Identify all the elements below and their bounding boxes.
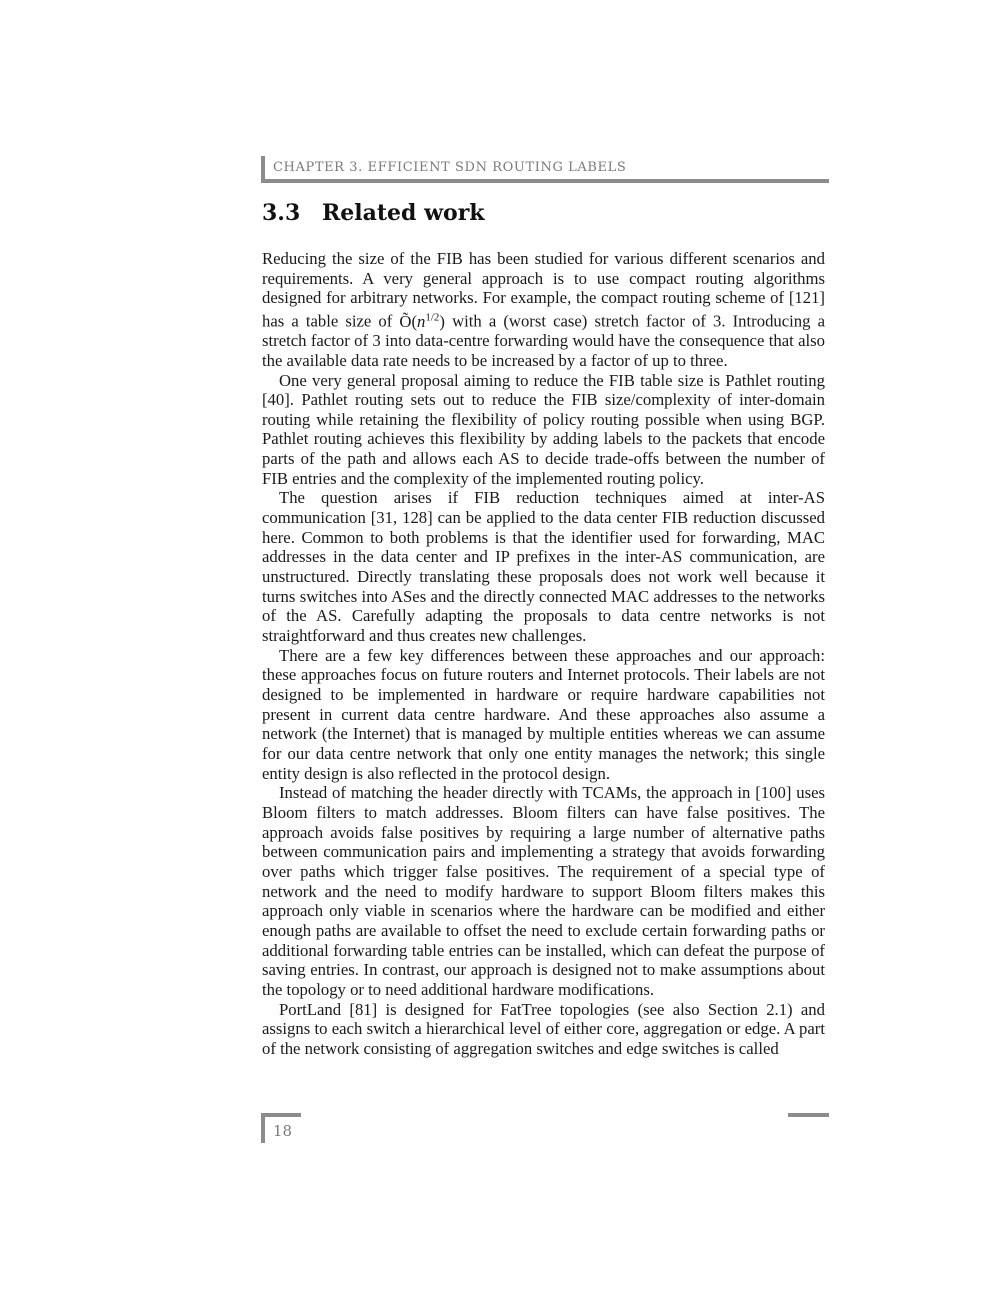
section-number: 3.3 xyxy=(262,200,301,226)
footer-rule-left xyxy=(261,1113,301,1117)
header-rule-horizontal xyxy=(261,179,829,183)
body-text xyxy=(262,249,825,1058)
paragraph-5: Instead of matching the header directly with TCAMs, the approach in [100] uses Bloom filters to match addresses. Bloom filters can have false positives. The approach avoids false positives by requiring a large number of alternative paths between communication pairs and implementing a strategy that avoids forwarding over paths which trigger false positives. The requirement of a special type of network and the need to modify hardware to support Bloom filters makes this approach only viable in scenarios where the hardware can be modified and either enough paths are available to offset the need to exclude certain forwarding paths or additional forwarding table entries can be installed, which can defeat the purpose of saving entries. In contrast, our approach is designed not to make assumptions about the topology or to need additional hardware modifications. xyxy=(262,783,825,999)
paragraph-2: One very general proposal aiming to reduce the FIB table size is Pathlet routing [40]. Pathlet routing sets out to reduce the FIB size/complexity of inter-domain routing while retaining the flexibility of policy routing possible when using BGP. Pathlet routing achieves this flexibility by adding labels to the packets that encode parts of the path and allows each AS to decide trade-offs between the number of FIB entries and the complexity of the implemented routing policy. xyxy=(262,370,825,488)
section-title: Related work xyxy=(322,200,485,226)
footer-rule-vertical xyxy=(261,1113,265,1143)
running-header: CHAPTER 3. EFFICIENT SDN ROUTING LABELS xyxy=(273,160,627,175)
page-number: 18 xyxy=(273,1122,293,1140)
math-big-o: $Õ(n^{1/2})$ xyxy=(399,310,445,331)
section-heading xyxy=(262,200,485,226)
paragraph-6: PortLand [81] is designed for FatTree topologies (see also Section 2.1) and assigns to each switch a hierarchical level of either core, aggregation or edge. A part of the network consisting of aggregation switches and edge switches is called xyxy=(262,999,825,1058)
paragraph-4: There are a few key differences between these approaches and our approach: these approaches focus on future routers and Internet protocols. Their labels are not designed to be implemented in hardware or require hardware capabilities not present in current data centre hardware. And these approaches also assume a network (the Internet) that is managed by multiple entities whereas we can assume for our data centre network that only one entity manages the network; this single entity design is also reflected in the protocol design. xyxy=(262,645,825,783)
paragraph-3: The question arises if FIB reduction techniques aimed at inter-AS communication [31, 128] can be applied to the data center FIB reduction discussed here. Common to both problems is that the identifier used for forwarding, MAC addresses in the data center and IP prefixes in the inter-AS communication, are unstructured. Directly translating these proposals does not work well because it turns switches into ASes and the directly connected MAC addresses to the networks of the AS. Carefully adapting the proposals to data centre networks is not straightforward and thus creates new challenges. xyxy=(262,488,825,646)
paragraph-1: Reducing the size of the FIB has been studied for various different scenarios and requirements. A very general approach is to use compact routing algorithms designed for arbitrary networks. For example, the compact routing scheme of [121] has a table size of $Õ(n^{1/2})$ with a (worst case) stretch factor of 3. Introducing a stretch factor of 3 into data-centre forwarding would have the consequence that also the available data rate needs to be increased by a factor of up to three. xyxy=(262,249,825,370)
footer-rule-right xyxy=(788,1113,829,1117)
